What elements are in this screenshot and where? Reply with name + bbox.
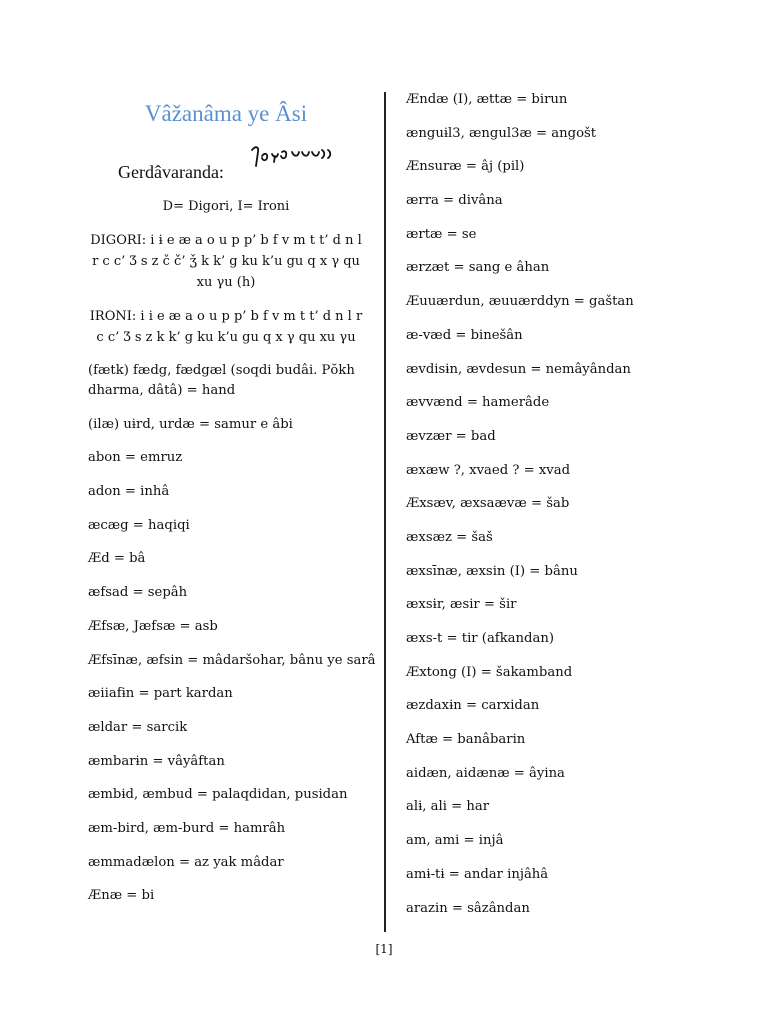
dictionary-entry: Æd = bâ [88, 551, 146, 567]
dictionary-entry: Ændæ (I), ættæ = birun [406, 92, 568, 107]
dictionary-entry: æxs-t = tir (afkandan) [406, 631, 554, 646]
dictionary-entry: abon = emruz [88, 450, 183, 466]
page-title: Vâžanâma ye Âsi [144, 101, 308, 126]
dictionary-entry: (ilæ) uɨrd, urdæ = samur e âbi [88, 416, 293, 432]
dictionary-entry: æmmadælon = az yak mâdar [88, 854, 284, 870]
dictionary-entry: ænguɨl3, ængul3æ = angošt [406, 125, 597, 141]
right-entry-list [406, 90, 706, 932]
dictionary-entry: Ænæ = bi [88, 888, 155, 904]
dictionary-entry: Ænsuræ = âj (pil) [406, 159, 525, 175]
dictionary-entry: ævvænd = hamerâde [406, 395, 550, 411]
ironi-alphabet: IRONI: i i e æ a o u p p’ b f v m t t’ d n l r c c’ Ʒ s z k k’ g ku k’u gu q x γ qu xu γu [89, 309, 363, 345]
dialect-legend: D= Digori, I= Ironi [162, 199, 290, 214]
gerdavaranda-label: Gerdâvaranda: [118, 162, 224, 182]
page-number: [1] [375, 942, 393, 956]
dictionary-entry: Æuuærdun, æuuærddyn = gaštan [406, 294, 634, 310]
dictionary-entry: æzdaxɨn = carxidan [406, 698, 540, 714]
dictionary-entry: æm-bird, æm-burd = hamrâh [88, 820, 286, 836]
dictionary-entry: amɨ-tɨ = andar injâhâ [406, 866, 549, 882]
dictionary-entry: aidæn, aidænæ = âyina [406, 765, 565, 781]
dictionary-entry: ærtæ = se [406, 226, 477, 242]
avestan-script-icon [246, 140, 336, 172]
dictionary-entry: æxsīnæ, æxsin (I) = bânu [406, 563, 578, 579]
dictionary-entry: æmbɨd, æmbud = palaqdidan, pusidan [88, 787, 348, 803]
dictionary-entry: ævzær = bad [406, 428, 496, 444]
dictionary-entry: æiiafɨn = part kardan [88, 686, 233, 702]
left-entry-list [88, 361, 376, 906]
dictionary-entry: adon = inhâ [88, 484, 170, 500]
dictionary-entry: ærra = divâna [406, 193, 503, 209]
column-divider [384, 92, 386, 932]
dictionary-entry: arazin = sâzândan [406, 900, 530, 916]
dictionary-entry: ærzæt = sang e âhan [406, 260, 550, 276]
dictionary-entry: æxsɨr, æsir = šir [406, 597, 517, 613]
dictionary-entry: æfsad = sepâh [88, 585, 188, 601]
dictionary-entry: Æfsæ, Jæfsæ = asb [88, 618, 218, 634]
dictionary-entry: Æfsīnæ, æfsin = mâdaršohar, bânu ye sarâ [88, 652, 376, 668]
dictionary-entry: Æxsæv, æxsaævæ = šab [406, 496, 570, 512]
dictionary-entry: alɨ, ali = har [406, 799, 490, 815]
dictionary-entry: am, ami = injâ [406, 833, 504, 849]
dictionary-entry: ældar = sarcik [88, 719, 188, 735]
gerdavaranda-row [88, 142, 364, 192]
dictionary-entry: æxsæz = šaš [406, 529, 493, 545]
left-column [88, 90, 376, 906]
dictionary-entry: (fætk) fædg, fædgæl (soqdi budâi. Pŏkh dharma, dâtâ) = hand [88, 363, 355, 398]
dictionary-entry: æ-væd = binešân [406, 327, 523, 343]
dictionary-entry: Æxtong (I) = šakamband [406, 664, 573, 680]
digori-alphabet: DIGORI: i ɨ e æ a o u p p’ b f v m t t’ d n l r c c’ Ʒ s z č č’ ǯ k k’ g ku k’u gu q x γ qu xu γu (h) [90, 233, 362, 290]
dictionary-entry: æmbarɨn = vâyâftan [88, 753, 225, 769]
dictionary-entry: Aftæ = banâbarin [406, 732, 526, 748]
dictionary-entry: æxæw ?, xvaed ? = xvad [406, 462, 571, 478]
dictionary-entry: ævdisɨn, ævdesun = nemâyândan [406, 361, 631, 377]
dictionary-entry: æcæg = haqiqi [88, 517, 190, 533]
right-column [406, 90, 706, 932]
